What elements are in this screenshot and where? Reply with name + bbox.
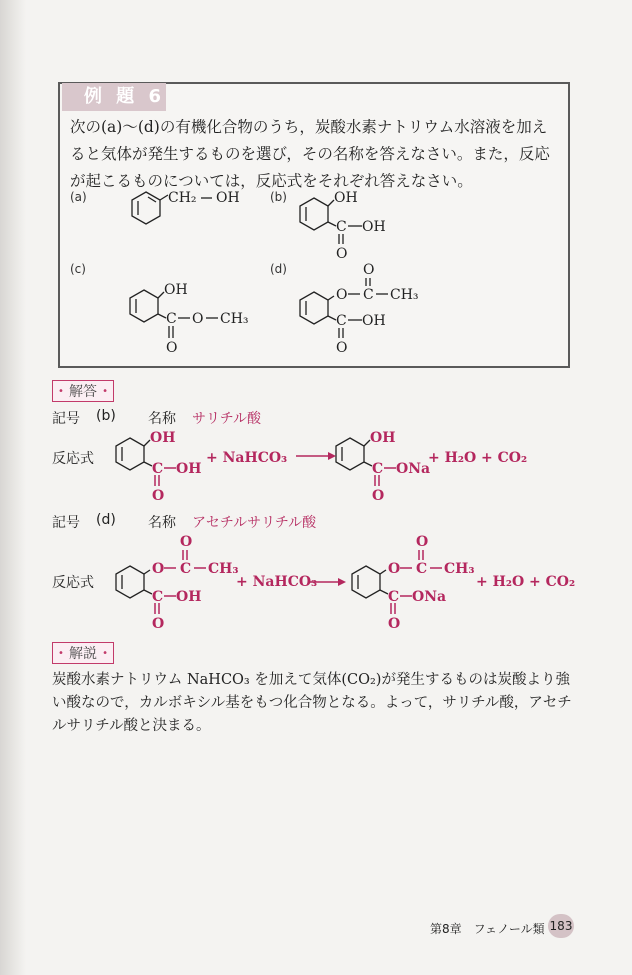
answer-tag: • 解答 •	[52, 380, 114, 402]
svg-text:OH: OH	[176, 589, 202, 605]
label-d: (d)	[270, 262, 287, 276]
svg-text:CH₃: CH₃	[390, 287, 419, 303]
svg-text:OH: OH	[164, 282, 188, 298]
answer2-symbol: (d)	[96, 512, 116, 528]
svg-text:ONa: ONa	[396, 461, 431, 477]
explanation-text: 炭酸水素ナトリウム NaHCO₃ を加えて気体(CO₂)が発生するものは炭酸より強い酸なので，カルボキシル基をもつ化合物となる。よって，サリチル酸，アセチルサリチル酸と決まる。	[52, 672, 572, 734]
structure-b	[296, 186, 416, 262]
answer1-symbol: (b)	[96, 408, 116, 424]
page-number: 183	[548, 914, 574, 938]
svg-text:C: C	[152, 589, 164, 605]
label-c: (c)	[70, 262, 86, 276]
svg-text:+ NaHCO₃: + NaHCO₃	[206, 450, 288, 466]
svg-text:C: C	[166, 311, 177, 327]
svg-text:CH₃: CH₃	[208, 561, 239, 577]
answer1-name-label: 名称	[148, 411, 176, 427]
svg-text:O: O	[363, 262, 375, 278]
answer2-name: アセチルサリチル酸	[192, 515, 317, 531]
svg-text:OH: OH	[334, 190, 358, 206]
svg-text:OH: OH	[176, 461, 202, 477]
chapter-label: 第8章 フェノール類	[430, 922, 545, 936]
svg-text:O: O	[372, 488, 385, 504]
svg-text:C: C	[388, 589, 400, 605]
svg-text:CH₃: CH₃	[444, 561, 475, 577]
svg-text:C: C	[372, 461, 384, 477]
svg-text:O: O	[388, 616, 401, 632]
structure-a	[124, 186, 264, 230]
answer2-eq-label: 反応式	[52, 575, 94, 591]
svg-text:+ NaHCO₃: + NaHCO₃	[236, 574, 318, 590]
svg-text:C: C	[152, 461, 164, 477]
svg-text:O: O	[336, 340, 348, 356]
svg-text:O: O	[336, 287, 348, 303]
explanation-tag: • 解説 •	[52, 642, 114, 664]
page-gutter	[0, 0, 26, 975]
svg-text:O: O	[192, 311, 204, 327]
structure-d	[296, 258, 436, 360]
svg-text:OH: OH	[370, 430, 396, 446]
example-title: 例 題 6	[62, 83, 166, 111]
svg-text:OH: OH	[216, 190, 240, 206]
svg-text:O: O	[336, 246, 348, 262]
svg-text:O: O	[388, 561, 401, 577]
svg-text:O: O	[152, 488, 165, 504]
answer1-symbol-label: 記号	[52, 411, 80, 427]
answer1-eq-label: 反応式	[52, 451, 94, 467]
svg-text:OH: OH	[362, 313, 386, 329]
svg-text:O: O	[152, 616, 165, 632]
svg-text:C: C	[336, 313, 347, 329]
answer1-name: サリチル酸	[192, 411, 262, 427]
svg-text:O: O	[166, 340, 178, 356]
svg-text:OH: OH	[150, 430, 176, 446]
svg-text:CH₂: CH₂	[168, 190, 197, 206]
svg-text:O: O	[180, 534, 193, 550]
answer2-name-label: 名称	[148, 515, 176, 531]
svg-text:O: O	[152, 561, 165, 577]
svg-text:C: C	[416, 561, 428, 577]
svg-text:C: C	[363, 287, 374, 303]
svg-text:+ H₂O + CO₂: + H₂O + CO₂	[428, 450, 528, 466]
svg-text:C: C	[336, 219, 347, 235]
label-a: (a)	[70, 190, 87, 204]
answer2-symbol-label: 記号	[52, 515, 80, 531]
svg-text:C: C	[180, 561, 192, 577]
svg-text:+ H₂O + CO₂: + H₂O + CO₂	[476, 574, 576, 590]
svg-text:O: O	[416, 534, 429, 550]
example-question: 次の(a)～(d)の有機化合物のうち，炭酸水素ナトリウム水溶液を加えると気体が発生するものを選び，その名称を答えなさい。また，反応が起こるものについては，反応式をそれぞれ答えなさい。	[70, 118, 550, 190]
equation-2	[110, 530, 578, 634]
svg-text:CH₃: CH₃	[220, 311, 249, 327]
structure-c	[126, 278, 266, 358]
label-b: (b)	[270, 190, 287, 204]
svg-text:OH: OH	[362, 219, 386, 235]
svg-text:ONa: ONa	[412, 589, 447, 605]
equation-1	[110, 426, 550, 504]
